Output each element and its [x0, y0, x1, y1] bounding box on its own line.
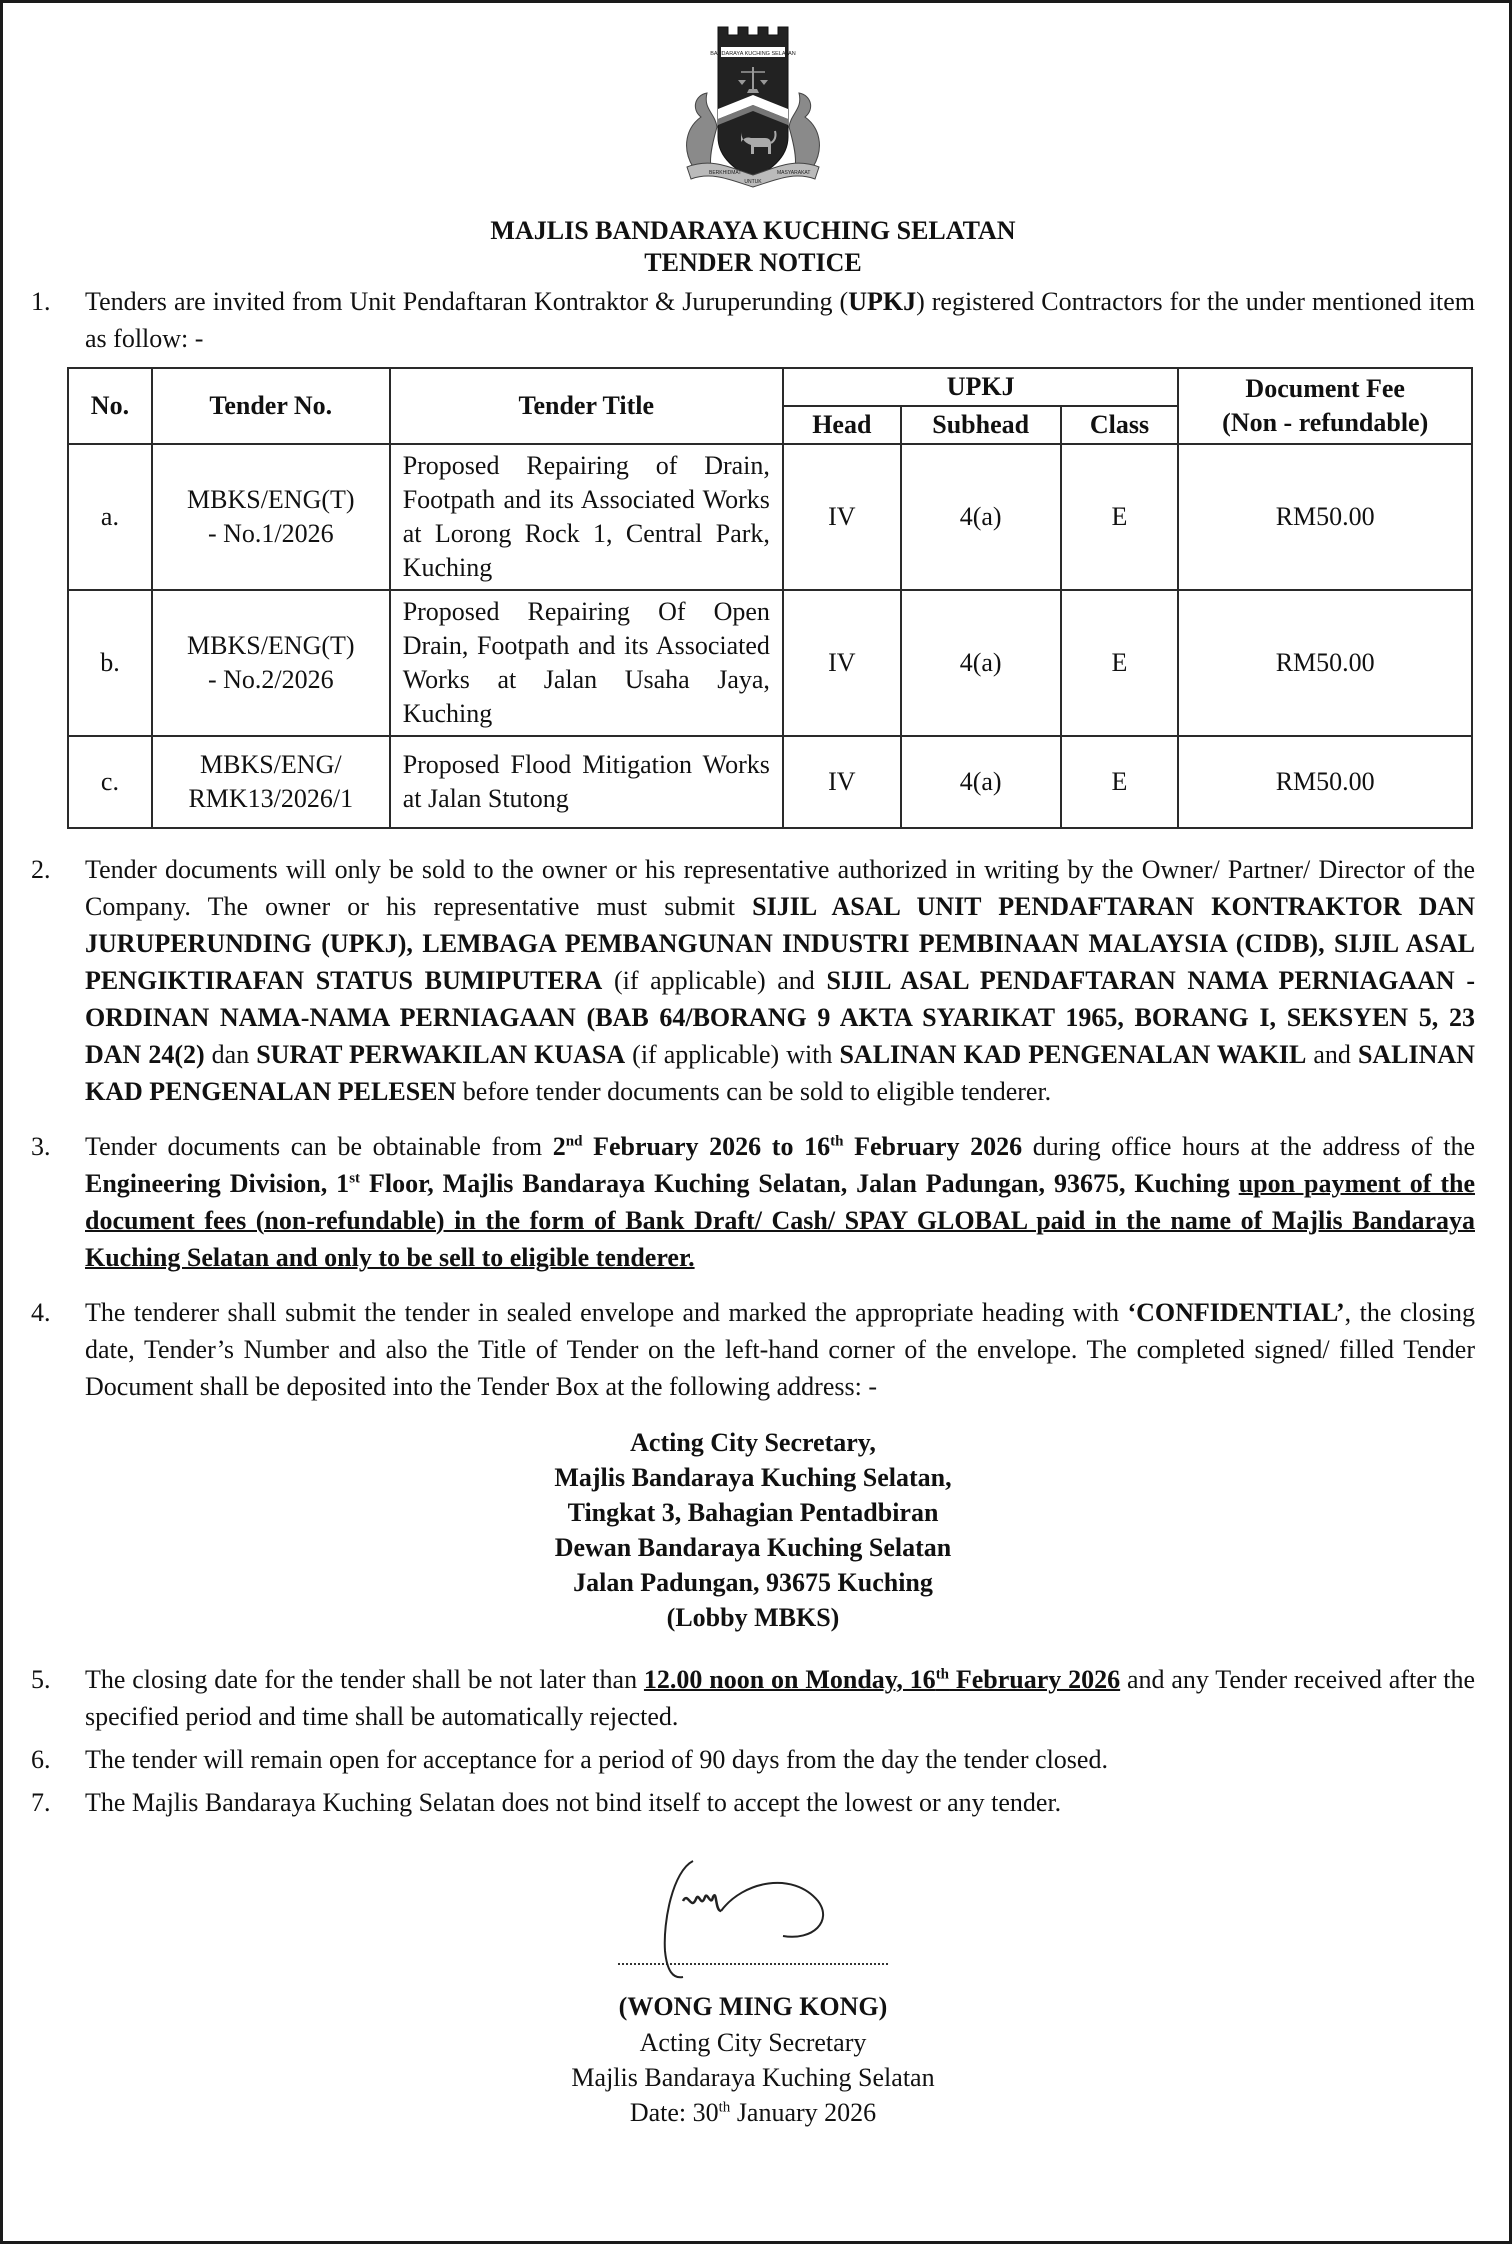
row-fee: RM50.00 — [1178, 444, 1472, 590]
signatory-organization: Majlis Bandaraya Kuching Selatan — [571, 2063, 935, 2092]
col-header-document-fee: Document Fee (Non - refundable) — [1178, 368, 1472, 444]
row-no: b. — [68, 590, 152, 736]
col-header-subhead: Subhead — [901, 406, 1061, 444]
row-class: E — [1061, 736, 1179, 828]
organization-title: MAJLIS BANDARAYA KUCHING SELATAN — [490, 216, 1016, 245]
closing-date: 12.00 noon on Monday, 16th February 2026 — [643, 1665, 1121, 1694]
row-class: E — [1061, 590, 1179, 736]
table-row — [68, 590, 1472, 736]
row-tender-no: MBKS/ENG(T) - No.2/2026 — [152, 590, 390, 736]
notice-date: Date: 30th January 2026 — [629, 2098, 877, 2127]
clause-number: 6. — [31, 1745, 51, 1774]
row-tender-no: MBKS/ENG(T) - No.1/2026 — [152, 444, 390, 590]
col-header-head: Head — [783, 406, 901, 444]
tender-table — [67, 367, 1473, 829]
row-subhead: 4(a) — [901, 444, 1061, 590]
city-crest-logo — [673, 17, 833, 197]
table-row — [68, 736, 1472, 828]
signatory-position: Acting City Secretary — [639, 2028, 867, 2057]
row-tender-title: Proposed Repairing Of Open Drain, Footpath and its Associated Works at Jalan Usaha Jaya, Kuching — [390, 590, 783, 736]
row-fee: RM50.00 — [1178, 736, 1472, 828]
svg-text:BANDARAYA KUCHING SELATAN: BANDARAYA KUCHING SELATAN — [710, 51, 796, 57]
clause-4: 4. The tenderer shall submit the tender in sealed envelope and marked the appropriate heading with ‘CONFIDENTIAL’, the closing date, Tender’s Number and also the Title of Tender on the left-hand corner of the envelope. The completed signed/ filled Tender Document shall be deposited into the Tender Box at the following address: - — [31, 1294, 1475, 1405]
payment-terms: upon payment of the document fees (non-refundable) in the form of Bank Draft/ Cash/ SPAY GLOBAL paid in the name of Majlis Bandaraya Kuching Selatan and only to be sell to eligible tenderer. — [85, 1169, 1475, 1272]
clause-6: 6. The tender will remain open for acceptance for a period of 90 days from the day the tender closed. — [31, 1741, 1475, 1778]
row-subhead: 4(a) — [901, 736, 1061, 828]
clause-2: 2. Tender documents will only be sold to the owner or his representative authorized in writing by the Owner/ Partner/ Director of the Company. The owner or his representative must submit SIJIL ASAL UNIT PENDAFTARAN KONTRAKTOR DAN JURUPERUNDING (UPKJ), LEMBAGA PEMBANGUNAN INDUSTRI PEMBINAAN MALAYSIA (CIDB), SIJIL ASAL PENGIKTIRAFAN STATUS BUMIPUTERA (if applicable) and SIJIL ASAL PENDAFTARAN NAMA PERNIAGAAN - ORDINAN NAMA-NAMA PERNIAGAAN (BAB 64/BORANG 9 AKTA SYARIKAT 1965, BORANG I, SEKSYEN 5, 23 DAN 24(2) dan SURAT PERWAKILAN KUASA (if applicable) with SALINAN KAD PENGENALAN WAKIL and SALINAN KAD PENGENALAN PELESEN before tender documents can be sold to eligible tenderer. — [31, 851, 1475, 1110]
signatory-name: (WONG MING KONG) — [618, 1992, 888, 2021]
svg-text:MASYARAKAT: MASYARAKAT — [777, 170, 811, 176]
svg-text:BERKHIDMAT: BERKHIDMAT — [709, 170, 742, 176]
clause-number: 7. — [31, 1788, 51, 1817]
row-subhead: 4(a) — [901, 590, 1061, 736]
sale-period: 2nd February 2026 to 16th February 2026 — [552, 1132, 1023, 1161]
clause-7: 7. The Majlis Bandaraya Kuching Selatan does not bind itself to accept the lowest or any tender. — [31, 1784, 1475, 1821]
row-class: E — [1061, 444, 1179, 590]
table-row — [68, 444, 1472, 590]
row-no: c. — [68, 736, 152, 828]
col-header-class: Class — [1061, 406, 1179, 444]
svg-text:UNTUK: UNTUK — [744, 179, 762, 185]
col-header-tender-title: Tender Title — [390, 368, 783, 444]
row-head: IV — [783, 444, 901, 590]
row-no: a. — [68, 444, 152, 590]
clause-1: 1. Tenders are invited from Unit Pendaftaran Kontraktor & Juruperunding (UPKJ) registered Contractors for the under mentioned item as follow: - — [31, 283, 1475, 357]
signature-line — [618, 1963, 888, 1965]
clause-3: 3. Tender documents can be obtainable from 2nd February 2026 to 16th February 2026 during office hours at the address of the Engineering Division, 1st Floor, Majlis Bandaraya Kuching Selatan, Jalan Padungan, 93675, Kuching upon payment of the document fees (non-refundable) in the form of Bank Draft/ Cash/ SPAY GLOBAL paid in the name of Majlis Bandaraya Kuching Selatan and only to be sell to eligible tenderer. — [31, 1128, 1475, 1276]
row-tender-title: Proposed Flood Mitigation Works at Jalan Stutong — [390, 736, 783, 828]
clause-number: 3. — [31, 1132, 51, 1161]
col-header-tender-no: Tender No. — [152, 368, 390, 444]
signature-block — [31, 1841, 1475, 2130]
clause-number: 1. — [31, 287, 51, 316]
clause-number: 2. — [31, 855, 51, 884]
clause-number: 4. — [31, 1298, 51, 1327]
clause-number: 5. — [31, 1665, 51, 1694]
col-header-no: No. — [68, 368, 152, 444]
handwritten-signature — [593, 1841, 913, 1981]
row-fee: RM50.00 — [1178, 590, 1472, 736]
row-tender-no: MBKS/ENG/ RMK13/2026/1 — [152, 736, 390, 828]
notice-title: TENDER NOTICE — [644, 248, 862, 277]
row-head: IV — [783, 590, 901, 736]
tender-notice-page — [3, 17, 1509, 2130]
tender-box-address: Acting City Secretary, Majlis Bandaraya Kuching Selatan, Tingkat 3, Bahagian Pentadbiran Dewan Bandaraya Kuching Selatan Jalan Padungan, 93675 Kuching (Lobby MBKS) — [554, 1428, 952, 1632]
clause-5: 5. The closing date for the tender shall be not later than 12.00 noon on Monday, 16th February 2026 and any Tender received after the specified period and time shall be automatically rejected. — [31, 1661, 1475, 1735]
row-head: IV — [783, 736, 901, 828]
col-header-upkj: UPKJ — [783, 368, 1179, 406]
engineering-division-address: Engineering Division, 1st Floor, Majlis Bandaraya Kuching Selatan, Jalan Padungan, 93675, Kuching — [85, 1169, 1230, 1198]
row-tender-title: Proposed Repairing of Drain, Footpath and its Associated Works at Lorong Rock 1, Central Park, Kuching — [390, 444, 783, 590]
